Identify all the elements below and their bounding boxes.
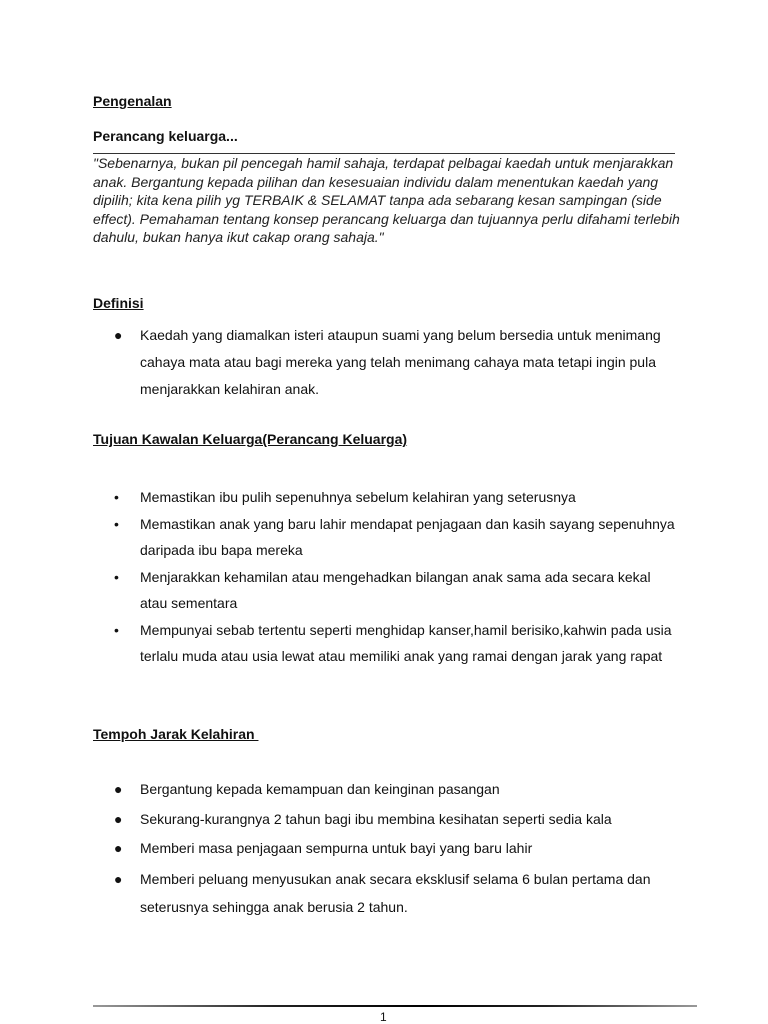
bullet-icon: • [114, 568, 119, 585]
bullet-icon: • [114, 515, 119, 532]
bullet-icon: • [114, 621, 119, 638]
section-heading-pengenalan: Pengenalan [93, 93, 172, 109]
list-item-text: Mempunyai sebab tertentu seperti menghidap kanser,hamil berisiko,kahwin pada usia terlalu muda atau usia lewat atau memiliki anak yang ramai dengan jarak yang rapat [140, 621, 672, 664]
list-item-text: Bergantung kepada kemampuan dan keinginan pasangan [140, 781, 500, 797]
bullet-icon: ● [114, 327, 123, 343]
section-heading-tempoh: Tempoh Jarak Kelahiran [93, 726, 259, 742]
list-item [0, 775, 768, 805]
section-subheading-perancang-keluarga: Perancang keluarga... [93, 128, 238, 144]
list-item [0, 834, 768, 865]
definisi-list [0, 322, 768, 403]
list-item-text: Memastikan ibu pulih sepenuhnya sebelum kelahiran yang seterusnya [140, 489, 576, 505]
bullet-icon: ● [114, 781, 123, 797]
list-item [0, 322, 768, 403]
list-item [0, 865, 768, 923]
list-item [0, 511, 768, 564]
bullet-icon: ● [114, 811, 123, 827]
bullet-icon: ● [114, 871, 123, 887]
tujuan-list [0, 484, 768, 697]
list-item [0, 484, 768, 511]
section-heading-definisi: Definisi [93, 295, 144, 311]
tempoh-list [0, 775, 768, 923]
list-item [0, 617, 768, 697]
list-item [0, 564, 768, 617]
bullet-icon: • [114, 489, 119, 505]
list-item-text: Memberi peluang menyusukan anak secara eksklusif selama 6 bulan pertama dan seterusnya sehingga anak berusia 2 tahun. [140, 871, 651, 915]
list-item-text: Sekurang-kurangnya 2 tahun bagi ibu membina kesihatan seperti sedia kala [140, 811, 612, 827]
bullet-icon: ● [114, 840, 123, 856]
list-item-text: Menjarakkan kehamilan atau mengehadkan bilangan anak sama ada secara kekal atau sementara [140, 568, 651, 611]
intro-quote: "Sebenarnya, bukan pil pencegah hamil sahaja, terdapat pelbagai kaedah untuk menjarakkan anak. Bergantung kepada pilihan dan kesesuaian individu dalam menentukan kaedah yang dipilih; kita kena pilih yg TERBAIK & SELAMAT tanpa ada sebarang kesan sampingan (side effect). Pemahaman tentang konsep perancang keluarga dan tujuannya perlu difahami terlebih dahulu, bukan hanya ikut cakap orang sahaja." [93, 155, 680, 245]
list-item-text: Kaedah yang diamalkan isteri ataupun suami yang belum bersedia untuk menimang cahaya mata atau bagi mereka yang telah menimang cahaya mata tetapi ingin pula menjarakkan kelahiran anak. [140, 327, 661, 397]
list-item-text: Memastikan anak yang baru lahir mendapat penjagaan dan kasih sayang sepenuhnya daripada ibu bapa mereka [140, 515, 675, 558]
list-item [0, 805, 768, 834]
section-heading-tujuan: Tujuan Kawalan Keluarga(Perancang Keluarga) [93, 431, 408, 447]
footer-rule [93, 1005, 697, 1007]
page-number: 1 [380, 1010, 387, 1024]
list-item-text: Memberi masa penjagaan sempurna untuk bayi yang baru lahir [140, 840, 533, 856]
